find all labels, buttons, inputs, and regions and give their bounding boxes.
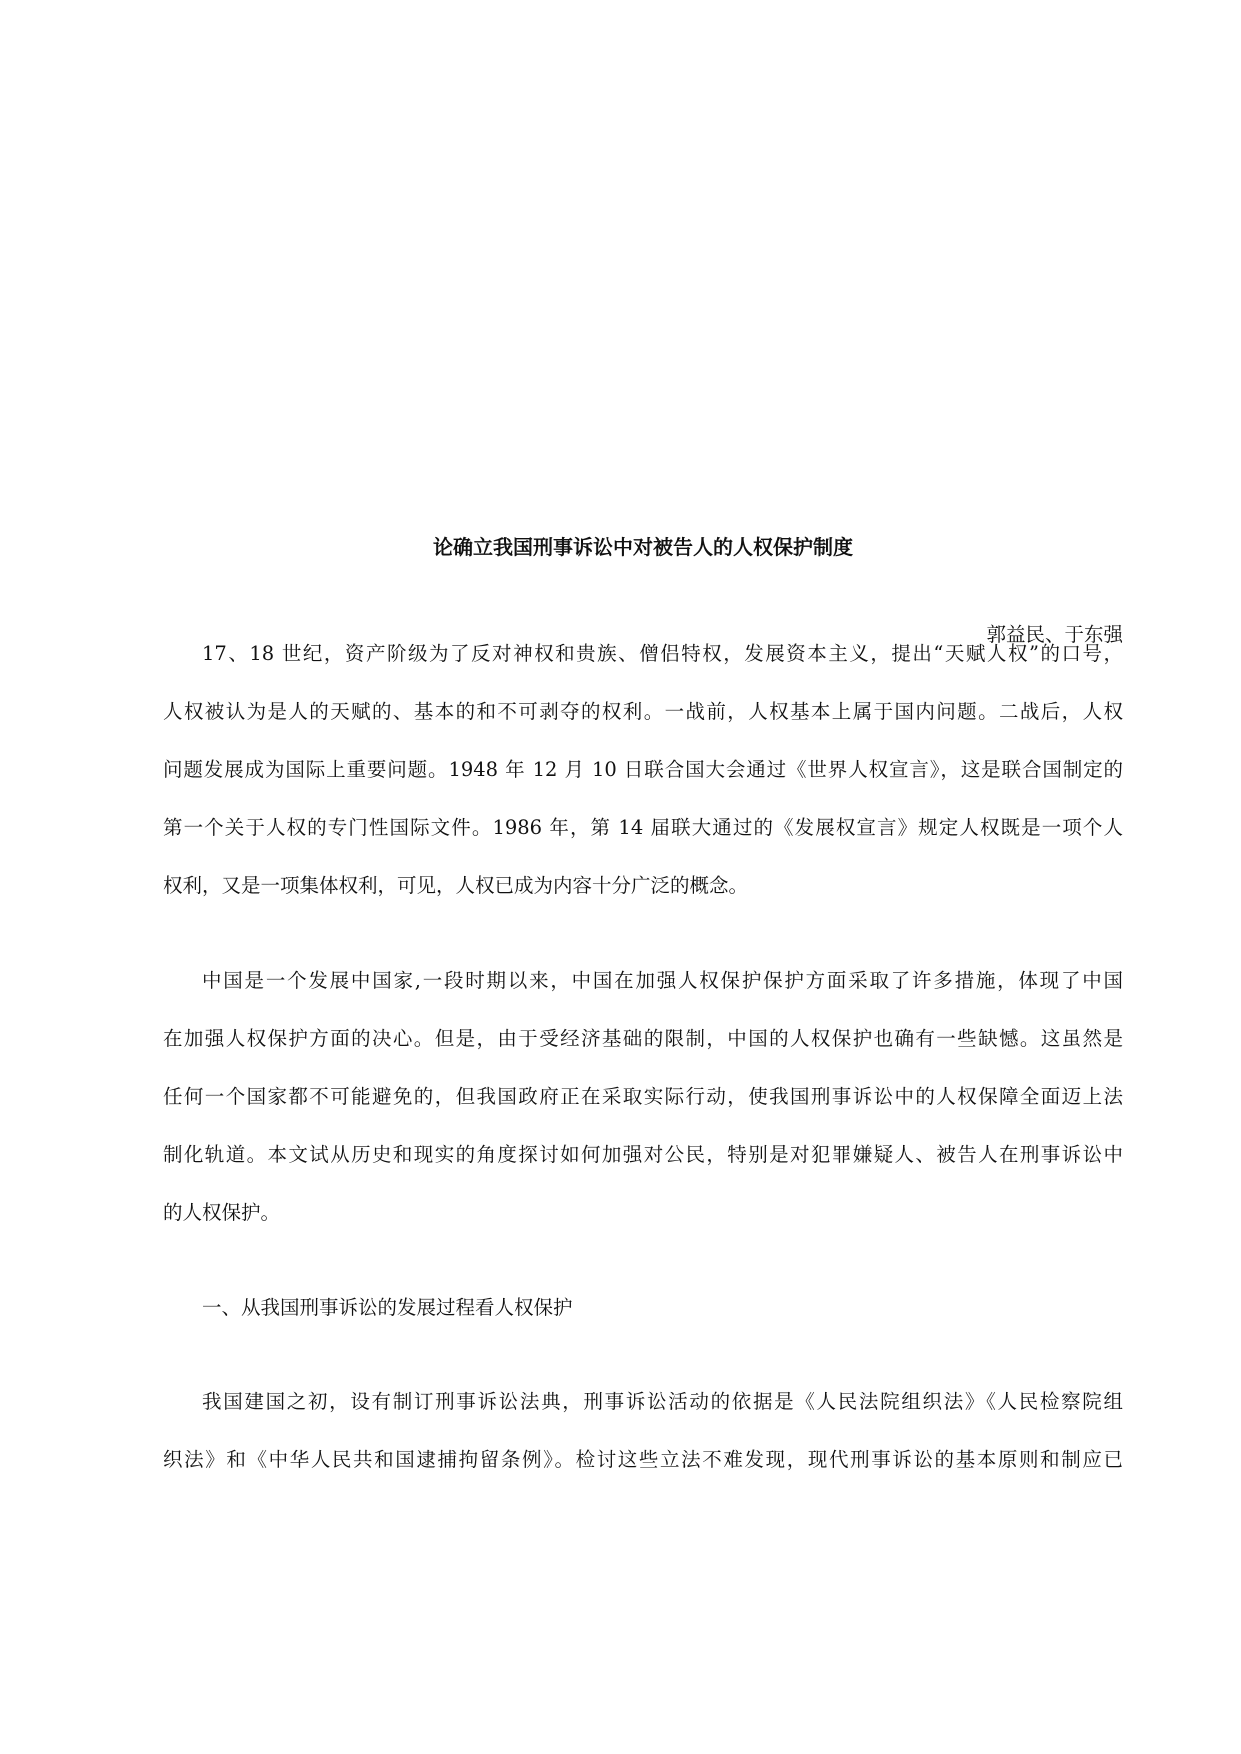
- paragraph-line: 的人权保护。: [163, 1201, 281, 1224]
- paragraph-line: 任何一个国家都不可能避免的，但我国政府正在采取实际行动，使我国刑事诉讼中的人权保障全面迈上法: [163, 1085, 1123, 1108]
- section-heading: 一、从我国刑事诉讼的发展过程看人权保护: [202, 1296, 573, 1319]
- paragraph-3: [163, 1373, 1123, 1489]
- paragraph-line: 第一个关于人权的专门性国际文件。1986 年，第 14 届联大通过的《发展权宣言》规定人权既是一项个人: [163, 816, 1123, 839]
- paragraph-line: 17、18 世纪，资产阶级为了反对神权和贵族、僧侣特权，发展资本主义，提出“天赋人权”的口号，: [202, 642, 1123, 665]
- paragraph-1: [163, 625, 1123, 915]
- paragraph-line: 问题发展成为国际上重要问题。1948 年 12 月 10 日联合国大会通过《世界人权宣言》，这是联合国制定的: [163, 758, 1123, 781]
- paragraph-line: 中国是一个发展中国家,一段时期以来，中国在加强人权保护保护方面采取了许多措施，体现了中国: [202, 969, 1123, 992]
- paragraph-line: 我国建国之初，设有制订刑事诉讼法典，刑事诉讼活动的依据是《人民法院组织法》《人民检察院组: [202, 1390, 1123, 1413]
- paragraph-line: 制化轨道。本文试从历史和现实的角度探讨如何加强对公民，特别是对犯罪嫌疑人、被告人在刑事诉讼中: [163, 1143, 1123, 1166]
- paragraph-2: [163, 952, 1123, 1242]
- document-title: 论确立我国刑事诉讼中对被告人的人权保护制度: [433, 535, 853, 559]
- paragraph-line: 人权被认为是人的天赋的、基本的和不可剥夺的权利。一战前，人权基本上属于国内问题。二战后，人权: [163, 700, 1123, 723]
- paragraph-line: 权利，又是一项集体权利，可见，人权已成为内容十分广泛的概念。: [163, 874, 749, 897]
- document-author: 郭益民、于东强: [986, 623, 1123, 646]
- paragraph-line: 织法》和《中华人民共和国逮捕拘留条例》。检讨这些立法不难发现，现代刑事诉讼的基本原则和制应已: [163, 1448, 1123, 1471]
- paragraph-line: 在加强人权保护方面的决心。但是，由于受经济基础的限制，中国的人权保护也确有一些缺憾。这虽然是: [163, 1027, 1123, 1050]
